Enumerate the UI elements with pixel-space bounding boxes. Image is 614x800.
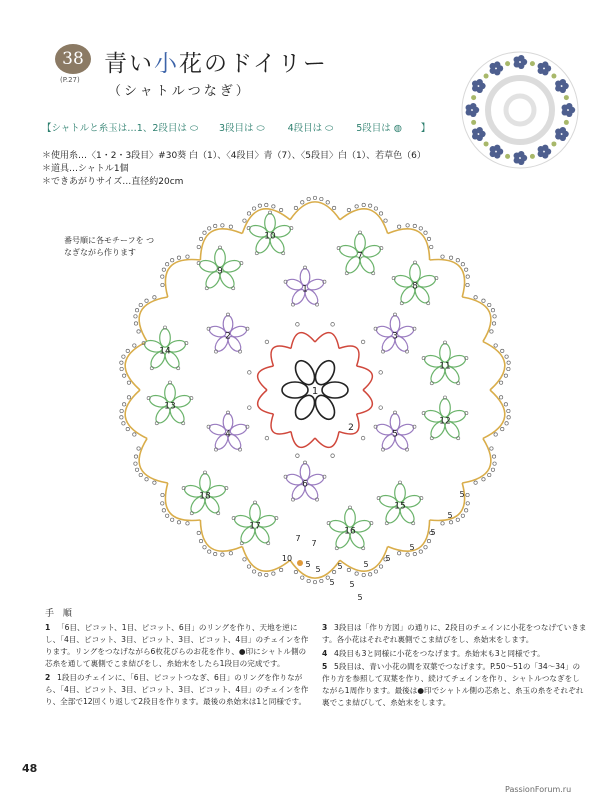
round5-stitch-label: 5 — [385, 554, 391, 563]
materials-thread: ＊使用糸…〈1・2・3段目〉#30葵 白（1）、〈4段目〉青（7）、〈5段目〉白（1）、若草色（6） — [42, 151, 426, 161]
motif-number-label: 18 — [199, 491, 211, 502]
round5-stitch-label: 5 — [349, 580, 355, 589]
photo-leaf — [530, 154, 535, 159]
step-number: 5 — [322, 662, 328, 671]
materials-size: ＊できあがりサイズ…直径約20cm — [42, 177, 184, 187]
photo-petal — [542, 61, 548, 67]
round5-stitch-label: 5 — [337, 562, 343, 571]
motif-number-label: 5 — [392, 429, 398, 440]
page-subtitle: （シャトルつなぎ） — [108, 84, 252, 99]
round3-label: 3段目は — [218, 123, 254, 134]
motif-number-label: 11 — [439, 361, 451, 372]
motif-number-label: 7 — [357, 251, 363, 262]
round4-motif — [232, 501, 278, 545]
step-4 — [322, 648, 587, 660]
watermark: PassionForum.ru — [505, 785, 572, 794]
motif-number-label: 13 — [164, 401, 176, 412]
shuttle-icon: ⬭ — [325, 123, 334, 134]
pattern-number-badge: 38 — [55, 44, 91, 74]
photo-leaf — [564, 95, 569, 100]
motif-number-label: 9 — [217, 266, 223, 277]
round3-motif — [284, 461, 326, 502]
photo-petal — [518, 55, 524, 61]
photo-petal — [476, 79, 482, 85]
shuttle-setup-text: 【シャトルと糸玉は…1、2段目は — [42, 123, 187, 134]
motif-number-label: 12 — [439, 416, 451, 427]
shuttle-icon: ⬭ — [256, 123, 265, 134]
step-1 — [45, 622, 310, 670]
round4-motif — [197, 246, 243, 290]
photo-petal — [542, 145, 548, 151]
title-part2: 花のドイリー — [179, 51, 328, 77]
start-stitch-label: 5 — [305, 560, 311, 569]
photo-petal — [494, 145, 500, 151]
round3-motif — [374, 313, 416, 354]
photo-leaf — [505, 61, 510, 66]
round5-stitch-label: 5 — [447, 511, 453, 520]
photo-leaf — [551, 74, 556, 79]
motif-number-label: 16 — [344, 526, 356, 537]
photo-leaf — [484, 74, 489, 79]
round5-stitch-label: 5 — [409, 543, 415, 552]
photo-petal — [494, 61, 500, 67]
motif-number-label: 3 — [392, 331, 398, 342]
photo-leaf — [551, 141, 556, 146]
shuttle-icon: ⬭ — [189, 123, 199, 134]
step-number: 2 — [45, 673, 51, 682]
start-stitch-label: 10 — [281, 554, 293, 563]
step-number: 3 — [322, 623, 328, 632]
round4-motif — [182, 471, 228, 515]
motif-number-label: 6 — [302, 479, 308, 490]
motif-number-label: 1 — [302, 284, 308, 295]
photo-leaf — [484, 141, 489, 146]
step-text: 3段目は「作り方図」の通りに、2段目のチェインに小花をつなげていきます。各小花はそれぞれ裏側でこま結びをし、糸始末をします。 — [322, 623, 587, 644]
thread-ball-icon: ◍ — [393, 123, 403, 134]
round4-motif — [337, 231, 383, 275]
photo-leaf — [564, 120, 569, 125]
page-number: 48 — [22, 762, 38, 775]
motif-number-label: 2 — [225, 331, 231, 342]
round3-motif — [207, 313, 249, 354]
round5-label: 5段目は — [356, 123, 391, 134]
page-title — [104, 45, 328, 78]
photo-petal — [566, 103, 572, 109]
round5-stitch-label: 5 — [430, 528, 436, 537]
pattern-page-ref: (P.27) — [60, 76, 80, 84]
motif-number-label: 8 — [412, 281, 418, 292]
round4-motif — [327, 506, 373, 550]
photo-petal — [560, 127, 566, 133]
step-2 — [45, 672, 310, 708]
doily-photo — [450, 40, 590, 180]
diagram-hint: 番号順に各モチーフを つなぎながら作ります — [64, 236, 155, 257]
step-number: 4 — [322, 649, 328, 658]
photo-leaf — [530, 61, 535, 66]
round2-label: 2 — [348, 423, 354, 433]
step-3 — [322, 622, 587, 646]
step-text: 5段目は、青い小花の間を双葉でつなげます。P.50～51の「34～34」の作り方を参照して双葉を作り、続けてチェインを作り、シャトルつなぎをしながら1周作ります。最後は●印でシャトル側の芯糸と、糸玉の糸をそれぞれ裏でこま結びして、糸始末をします。 — [322, 662, 584, 707]
round4-motif — [422, 396, 468, 440]
motif-number-label: 14 — [159, 346, 171, 357]
round4-label: 4段目は — [287, 123, 323, 134]
round4-motif — [377, 481, 423, 525]
step-text: 「6目、ピコット、1目、ピコット、6目」のリングを作り、天地を逆にし、「4目、ピコット、3目、ピコット、3目、ピコット、4目」のチェインを作ります。リングをつなげながら6枚花びらのお花を作り、●印にシャトル側の芯糸を通して裏側でこま結びをし、糸始末をしたら1段目の完成です。 — [45, 623, 309, 668]
round4-motif — [392, 261, 438, 305]
shuttle-setup-end: 】 — [420, 123, 431, 134]
start-stitch-label: 7 — [295, 534, 301, 543]
round3-motif — [284, 266, 326, 307]
step-number: 1 — [45, 623, 51, 632]
photo-leaf — [471, 95, 476, 100]
finish-marker — [297, 560, 303, 566]
step-5 — [322, 661, 587, 709]
motif-number-label: 4 — [225, 429, 231, 440]
title-part1: 青い — [104, 51, 154, 77]
round3-motif — [207, 411, 249, 452]
round4-motif — [422, 341, 468, 385]
step-text: 4段目も3と同様に小花をつなげます。糸始末も3と同様です。 — [334, 649, 545, 658]
photo-leaf — [505, 154, 510, 159]
round5-stitch-label: 5 — [459, 490, 465, 499]
round5-stitch-label: 5 — [315, 565, 321, 574]
steps-heading: 手 順 — [45, 609, 75, 619]
step-text: 1段目のチェインに、「6目、ピコットつなぎ、6目」のリングを作りながら、「4目、ピコット、3目、ピコット、3目、ピコット、4目」のチェインを作り、全部で12回くり返して2段目を作ります。最後の糸始末は1と同様です。 — [45, 673, 309, 706]
round4-motif — [147, 381, 193, 425]
photo-leaf — [471, 120, 476, 125]
photo-petal — [560, 79, 566, 85]
start-stitch-label: 7 — [311, 539, 317, 548]
round4-motif — [142, 326, 188, 370]
tatting-diagram — [90, 175, 535, 605]
photo-petal — [476, 127, 482, 133]
motif-number-label: 15 — [394, 501, 406, 512]
photo-petal — [518, 151, 524, 157]
round5-stitch-label: 5 — [363, 560, 369, 569]
round1-center-flower — [282, 357, 354, 433]
round5-stitch-label: 5 — [329, 578, 335, 587]
center-label: 1 — [311, 386, 319, 397]
round3-motif — [374, 411, 416, 452]
title-highlight: 小 — [154, 51, 179, 77]
shuttle-setup-line — [42, 120, 430, 134]
photo-petal — [470, 103, 476, 109]
motif-number-label: 17 — [249, 521, 261, 532]
materials-tools: ＊道具…シャトル1個 — [42, 164, 129, 174]
round5-stitch-label: 5 — [357, 593, 363, 602]
motif-number-label: 10 — [264, 231, 276, 242]
